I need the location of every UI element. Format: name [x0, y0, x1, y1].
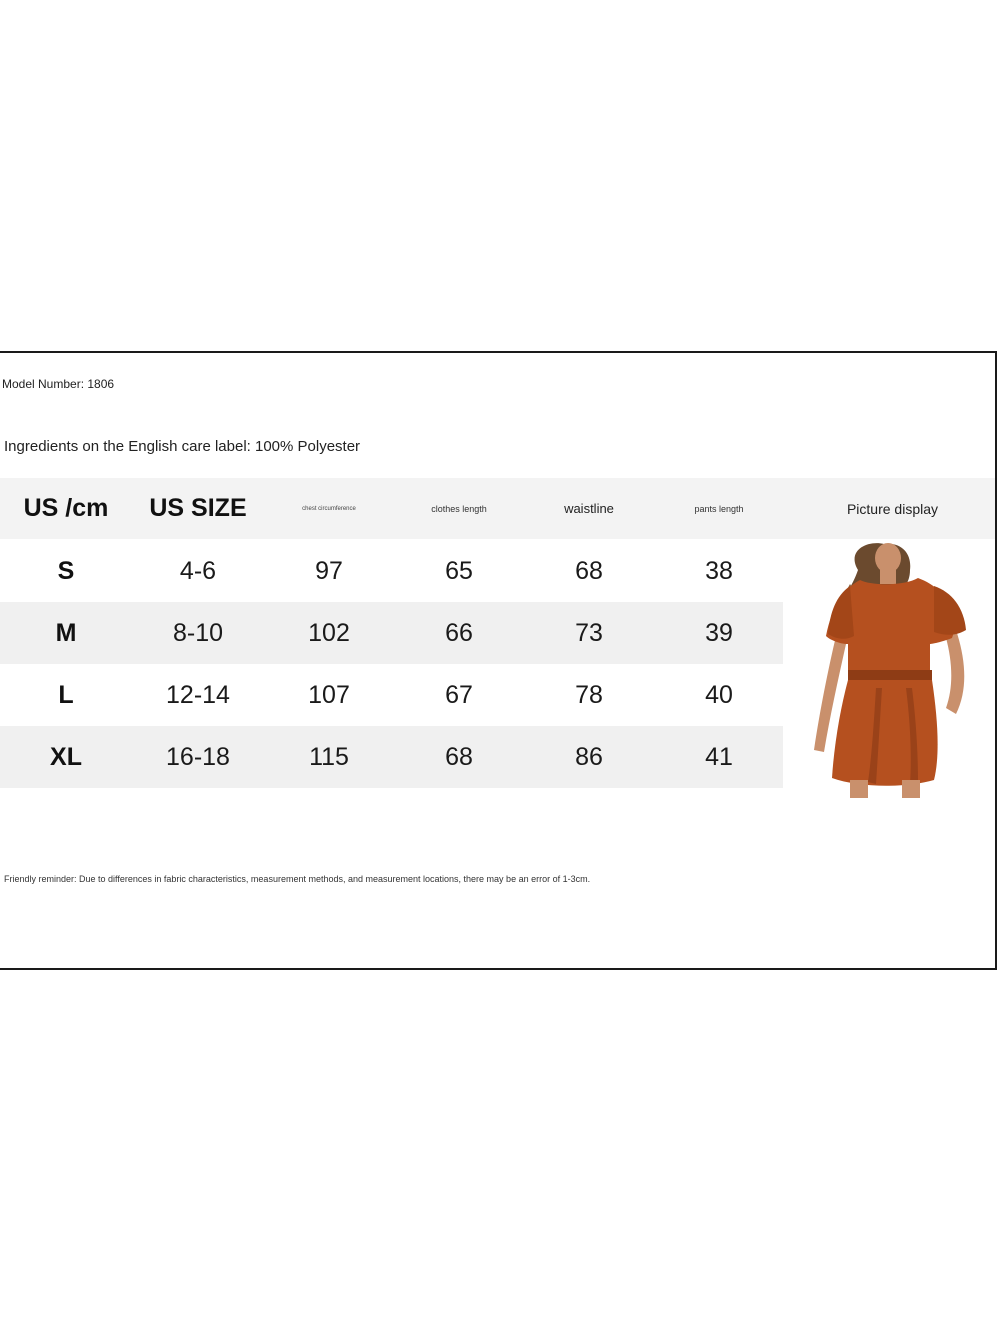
- table-row: [0, 540, 783, 602]
- waist-cell: 68: [575, 556, 603, 585]
- us-size-cell: 16-18: [166, 742, 230, 771]
- friendly-reminder: Friendly reminder: Due to differences in fabric characteristics, measurement methods, and measurement locations, there may be an error of 1-3cm.: [4, 874, 591, 884]
- right-sleeve-ruffle: [934, 586, 966, 635]
- table-row: [0, 726, 783, 788]
- pants-cell: 40: [705, 680, 733, 709]
- header-us-cm: US /cm: [23, 494, 109, 522]
- ingredients-label: Ingredients on the English care label: 100% Polyester: [4, 438, 361, 455]
- length-cell: 66: [445, 618, 473, 647]
- model-number: Model Number: 1806: [2, 377, 115, 391]
- table-header-row: [0, 478, 995, 539]
- pants-cell: 38: [705, 556, 733, 585]
- left-leg: [850, 780, 868, 798]
- waist-cell: 86: [575, 742, 603, 771]
- chest-cell: 107: [308, 680, 350, 709]
- header-waistline: waistline: [564, 501, 614, 516]
- length-cell: 68: [445, 742, 473, 771]
- waist-cell: 78: [575, 680, 603, 709]
- us-size-cell: 4-6: [179, 556, 217, 585]
- neck-shape: [880, 568, 896, 584]
- dress-skirt: [832, 680, 938, 786]
- header-pants-length: pants length: [694, 503, 744, 514]
- header-clothes-length: clothes length: [431, 503, 487, 514]
- right-arm: [946, 630, 964, 714]
- length-cell: 65: [445, 556, 473, 585]
- size-cell: S: [57, 556, 75, 585]
- pants-cell: 41: [705, 742, 733, 771]
- size-cell: M: [55, 618, 77, 647]
- chest-cell: 97: [315, 556, 343, 585]
- size-cell: L: [58, 680, 74, 709]
- right-leg: [902, 780, 920, 798]
- left-sleeve-ruffle: [828, 586, 854, 639]
- header-us-size: US SIZE: [149, 494, 247, 522]
- chest-cell: 102: [308, 618, 350, 647]
- model-dress-picture: [806, 540, 976, 798]
- table-row: [0, 664, 783, 726]
- table-row: [0, 602, 783, 664]
- us-size-cell: 8-10: [172, 618, 224, 647]
- waist-cell: 73: [575, 618, 603, 647]
- pants-cell: 39: [705, 618, 733, 647]
- size-chart-sheet: [0, 351, 997, 970]
- length-cell: 67: [445, 680, 473, 709]
- header-picture-display: Picture display: [846, 500, 939, 517]
- us-size-cell: 12-14: [166, 680, 230, 709]
- chest-cell: 115: [309, 742, 349, 771]
- header-chest: chest circumference: [302, 505, 356, 512]
- size-cell: XL: [50, 742, 82, 771]
